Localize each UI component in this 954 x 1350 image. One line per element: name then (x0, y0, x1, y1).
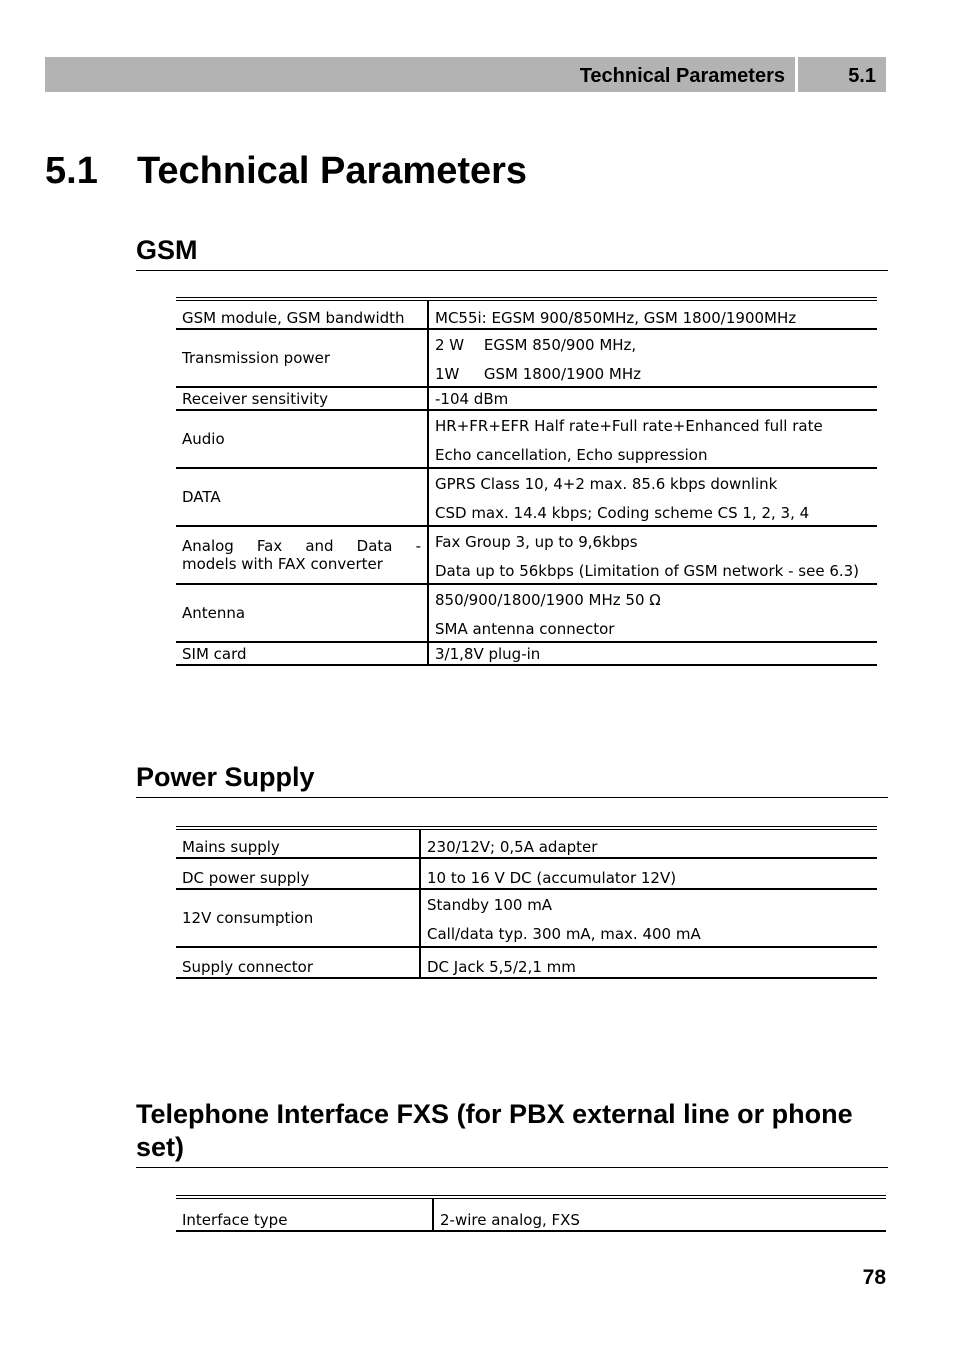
row-label: Transmission power (176, 329, 428, 387)
table-row (176, 642, 877, 665)
row-value: 850/900/1800/1900 MHz 50 Ω (435, 591, 661, 609)
page-number: 78 (862, 1266, 886, 1289)
row-value: 3/1,8V plug-in (428, 642, 877, 665)
fxs-heading: Telephone Interface FXS (for PBX external line or phone set) (136, 1098, 888, 1168)
table-row (176, 836, 877, 858)
row-value: CSD max. 14.4 kbps; Coding scheme CS 1, 2, 3, 4 (435, 504, 810, 522)
row-label: 12V consumption (176, 889, 420, 947)
power-table (176, 826, 877, 979)
row-label: Audio (176, 410, 428, 468)
table-row (176, 889, 877, 947)
row-value: 2 W EGSM 850/900 MHz, (435, 336, 637, 354)
row-value: Standby 100 mA (427, 896, 553, 914)
row-value: SMA antenna connector (435, 620, 615, 638)
table-row (176, 1205, 886, 1231)
row-label (176, 526, 428, 584)
row-value: 2-wire analog, FXS (433, 1205, 886, 1231)
table-row (176, 947, 877, 978)
running-header-title: Technical Parameters (45, 57, 795, 92)
row-value: GPRS Class 10, 4+2 max. 85.6 kbps downlink (435, 475, 778, 493)
row-label: DATA (176, 468, 428, 526)
row-label: DC power supply (176, 858, 420, 889)
table-row (176, 584, 877, 642)
running-header (45, 57, 886, 92)
row-value: 1W GSM 1800/1900 MHz (435, 365, 642, 383)
fxs-table (176, 1195, 886, 1232)
chapter-number: 5.1 (45, 150, 98, 192)
table-row (176, 387, 877, 410)
row-value: Fax Group 3, up to 9,6kbps (435, 533, 638, 551)
row-value: DC Jack 5,5/2,1 mm (420, 947, 877, 978)
power-heading: Power Supply (136, 761, 888, 798)
table-row (176, 307, 877, 329)
table-row (176, 410, 877, 468)
row-value: Echo cancellation, Echo suppression (435, 446, 708, 464)
row-value: Data up to 56kbps (Limitation of GSM network - see 6.3) (435, 562, 860, 580)
chapter-title-text: Technical Parameters (137, 150, 528, 192)
chapter-title (45, 150, 527, 193)
gsm-table (176, 297, 877, 666)
row-value: 230/12V; 0,5A adapter (420, 836, 877, 858)
running-header-section: 5.1 (798, 57, 886, 92)
row-label: Receiver sensitivity (176, 387, 428, 410)
row-value: -104 dBm (428, 387, 877, 410)
row-label: SIM card (176, 642, 428, 665)
row-value: Call/data typ. 300 mA, max. 400 mA (427, 925, 701, 943)
row-value: HR+FR+EFR Half rate+Full rate+Enhanced full rate (435, 417, 823, 435)
row-label-line: models with FAX converter (182, 555, 383, 573)
row-label: Supply connector (176, 947, 420, 978)
table-row (176, 329, 877, 387)
row-label: Mains supply (176, 836, 420, 858)
row-value: MC55i: EGSM 900/850MHz, GSM 1800/1900MHz (428, 307, 877, 329)
table-row (176, 858, 877, 889)
gsm-heading: GSM (136, 234, 888, 271)
row-label-line: Analog Fax and Data - (182, 537, 421, 555)
row-value: 10 to 16 V DC (accumulator 12V) (420, 858, 877, 889)
table-row (176, 468, 877, 526)
row-label: Antenna (176, 584, 428, 642)
row-label: GSM module, GSM bandwidth (176, 307, 428, 329)
table-row (176, 526, 877, 584)
row-label: Interface type (176, 1205, 433, 1231)
